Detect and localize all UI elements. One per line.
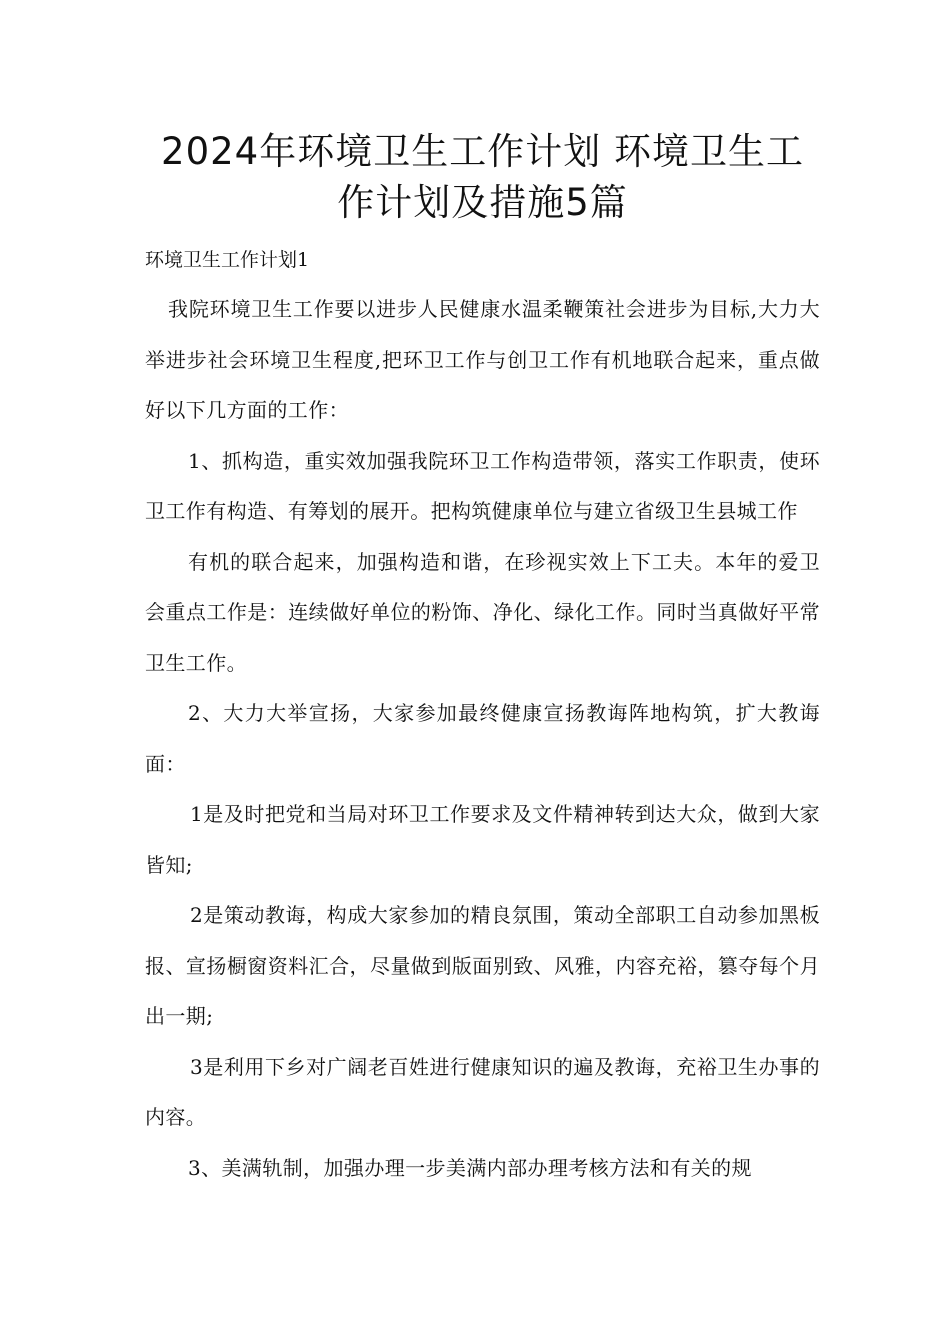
paragraph-item-2-point-3: 3是利用下乡对广阔老百姓进行健康知识的遍及教诲，充裕卫生办事的内容。: [145, 1054, 820, 1129]
paragraph-item-2-point-1: 1是及时把党和当局对环卫工作要求及文件精神转到达大众，做到大家皆知;: [145, 802, 820, 877]
paragraph-item-2: 2、大力大举宣扬，大家参加最终健康宣扬教诲阵地构筑，扩大教诲面：: [145, 701, 820, 776]
paragraph-item-3: 3、美满轨制，加强办理一步美满内部办理考核方法和有关的规: [188, 1155, 752, 1180]
paragraph-intro: 我院环境卫生工作要以进步人民健康水温柔鞭策社会进步为目标,大力大举进步社会环境卫生程度,把环卫工作与创卫工作有机地联合起来，重点做好以下几方面的工作：: [145, 297, 820, 422]
paragraph-item-1: 1、抓构造，重实效加强我院环卫工作构造带领，落实工作职责，使环卫工作有构造、有筹划的展开。把构筑健康单位与建立省级卫生县城工作: [145, 448, 820, 523]
paragraph-item-2-point-2: 2是策动教诲，构成大家参加的精良氛围，策动全部职工自动参加黑板报、宣扬橱窗资料汇合，尽量做到版面别致、风雅，内容充裕，篡夺每个月出一期;: [145, 903, 820, 1028]
section-heading: 环境卫生工作计划1: [145, 249, 310, 271]
paragraph-item-1-cont: 有机的联合起来，加强构造和谐，在珍视实效上下工夫。本年的爱卫会重点工作是：连续做好单位的粉饰、净化、绿化工作。同时当真做好平常卫生工作。: [145, 549, 820, 675]
title-line-1: 2024年环境卫生工作计划 环境卫生工: [161, 130, 804, 173]
title-line-2: 作计划及措施5篇: [337, 181, 628, 224]
document-title: [145, 118, 820, 228]
